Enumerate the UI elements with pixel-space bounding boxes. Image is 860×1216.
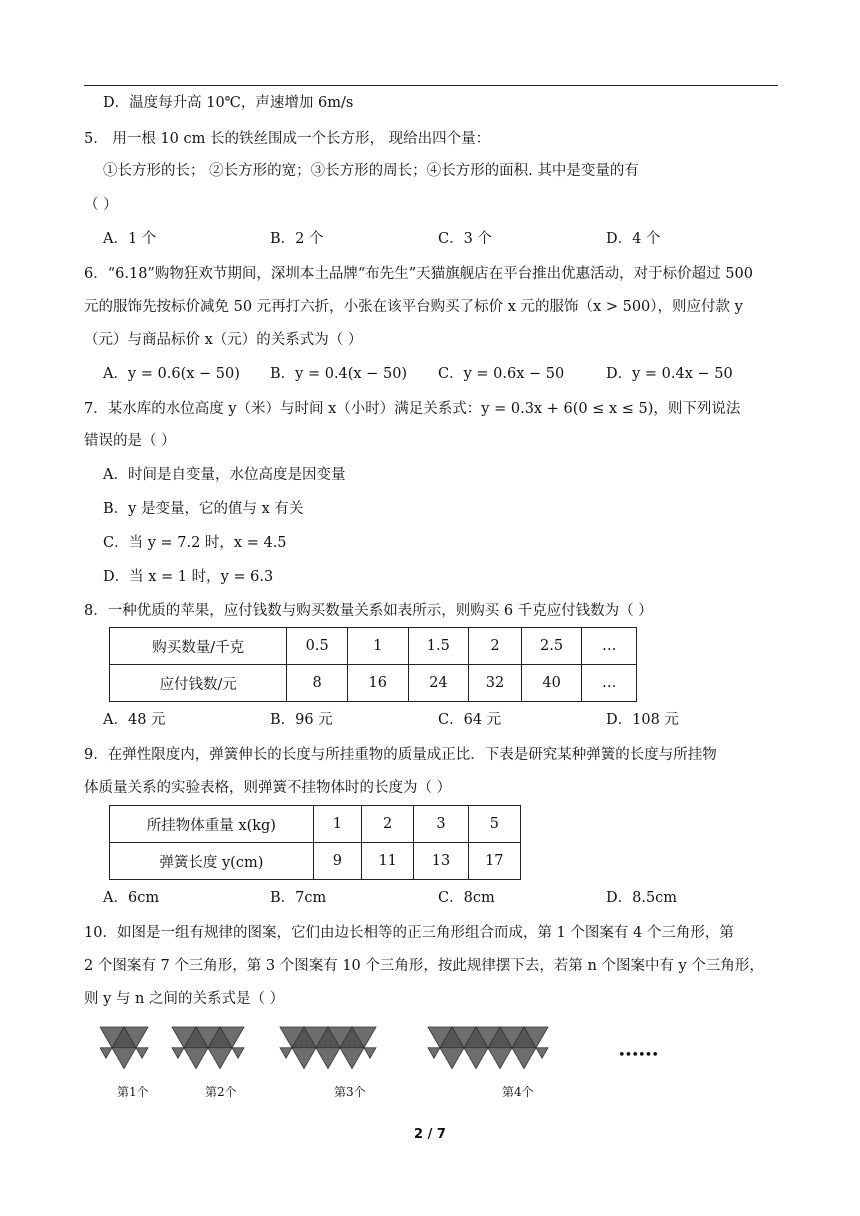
triangle-p3-bot-0: [292, 1048, 316, 1069]
table-row: [110, 665, 637, 702]
q8-option-a: A．48 元: [103, 712, 166, 728]
q7-option-b: B．y 是变量，它的值与 x 有关: [103, 501, 304, 517]
table-cell: 16: [347, 665, 408, 702]
triangle-p3-edge-l: [280, 1048, 292, 1058]
q6-option-a: A．y = 0.6(x − 50): [103, 366, 240, 382]
q10-stem-line3: 则 y 与 n 之间的关系式是（ ）: [84, 991, 285, 1007]
q6-option-b: B．y = 0.4(x − 50): [270, 366, 408, 382]
triangle-p4-bot-3: [512, 1048, 536, 1069]
q8-option-b: B．96 元: [270, 712, 333, 728]
q7-option-d: D．当 x = 1 时，y = 6.3: [103, 569, 274, 585]
pattern-caption-1: 第1个: [117, 1085, 149, 1099]
table-cell: 0.5: [287, 628, 348, 665]
q9-option-d: D．8.5cm: [606, 890, 678, 906]
table-row: [110, 843, 521, 880]
q4-option-d: D．温度每升高 10℃，声速增加 6m/s: [103, 95, 354, 111]
q6-option-c: C．y = 0.6x − 50: [438, 366, 565, 382]
pattern-caption-2: 第2个: [205, 1085, 237, 1099]
table-row: [110, 806, 521, 843]
page-number: 2 / 7: [414, 1127, 446, 1142]
q7-option-a: A．时间是自变量，水位高度是因变量: [103, 467, 346, 483]
triangle-p1-edge-l: [100, 1048, 112, 1058]
table-cell: 13: [414, 843, 468, 880]
q8-table: [109, 627, 637, 702]
table-cell: 2: [469, 628, 522, 665]
q6-option-d: D．y = 0.4x − 50: [606, 366, 733, 382]
q7-stem-line1: 7．某水库的水位高度 y（米）与时间 x（小时）满足关系式：y = 0.3x + 6(0 ≤ x ≤ 5)，则下列说法: [84, 401, 741, 417]
header-rule: [84, 85, 778, 86]
table-cell: 24: [408, 665, 469, 702]
q9-option-c: C．8cm: [438, 890, 495, 906]
q5-stem-line1: 5． 用一根 10 cm 长的铁丝围成一个长方形， 现给出四个量：: [84, 131, 491, 147]
table-cell: 8: [287, 665, 348, 702]
table-cell: …: [582, 665, 637, 702]
q5-option-a: A．1 个: [103, 231, 157, 247]
triangle-p4-bot-0: [440, 1048, 464, 1069]
table-cell: 购买数量/千克: [110, 628, 287, 665]
table-cell: 所挂物体重量 x(kg): [110, 806, 314, 843]
q5-option-d: D．4 个: [606, 231, 661, 247]
table-row: [110, 628, 637, 665]
table-cell: 1.5: [408, 628, 469, 665]
triangle-p2-bot-0: [184, 1048, 208, 1069]
q10-stem-line2: 2 个图案有 7 个三角形，第 3 个图案有 10 个三角形，按此规律摆下去，若第 n 个图案中有 y 个三角形，: [84, 958, 764, 974]
table-cell: 40: [521, 665, 582, 702]
q5-stem-line3: （ ）: [84, 197, 118, 213]
q8-option-c: C．64 元: [438, 712, 502, 728]
table-cell: 11: [362, 843, 414, 880]
table-cell: 弹簧长度 y(cm): [110, 843, 314, 880]
triangle-p4-bot-2: [488, 1048, 512, 1069]
q9-stem-line2: 体质量关系的实验表格，则弹簧不挂物体时的长度为（ ）: [84, 780, 452, 796]
triangle-p2-bot-1: [208, 1048, 232, 1069]
triangle-p4-edge-l: [428, 1048, 440, 1058]
table-cell: 5: [468, 806, 520, 843]
table-cell: 1: [347, 628, 408, 665]
q8-stem-line1: 8．一种优质的苹果，应付钱数与购买数量关系如表所示，则购买 6 千克应付钱数为（ ）: [84, 603, 653, 619]
table-cell: 32: [469, 665, 522, 702]
triangle-p3-bot-1: [316, 1048, 340, 1069]
table-cell: 3: [414, 806, 468, 843]
q8-option-d: D．108 元: [606, 712, 679, 728]
triangle-p3-bot-2: [340, 1048, 364, 1069]
pattern-ellipsis: ••••••: [618, 1048, 659, 1063]
q7-option-c: C．当 y = 7.2 时，x = 4.5: [103, 535, 287, 551]
triangle-p1-edge-r: [136, 1048, 148, 1058]
q7-stem-line2: 错误的是（ ）: [84, 433, 176, 449]
q5-stem-line2: ①长方形的长； ②长方形的宽；③长方形的周长；④长方形的面积. 其中是变量的有: [103, 163, 639, 179]
table-cell: 1: [313, 806, 361, 843]
triangle-p4-bot-1: [464, 1048, 488, 1069]
q5-option-b: B．2 个: [270, 231, 324, 247]
triangle-p2-edge-r: [232, 1048, 244, 1058]
pattern-caption-3: 第3个: [334, 1085, 366, 1099]
triangle-pattern-figure: [100, 1022, 660, 1082]
q6-stem-line3: （元）与商品标价 x（元）的关系式为（ ）: [84, 332, 363, 348]
q6-stem-line2: 元的服饰先按标价减免 50 元再打六折，小张在该平台购买了标价 x 元的服饰（x > 500），则应付款 y: [84, 299, 743, 315]
triangle-p3-edge-r: [364, 1048, 376, 1058]
q9-option-b: B．7cm: [270, 890, 327, 906]
q6-stem-line1: 6．“6.18”购物狂欢节期间，深圳本土品牌“布先生”天猫旗舰店在平台推出优惠活动，对于标价超过 500: [84, 266, 753, 282]
table-cell: 2.5: [521, 628, 582, 665]
q5-option-c: C．3 个: [438, 231, 492, 247]
q10-stem-line1: 10．如图是一组有规律的图案，它们由边长相等的正三角形组合而成，第 1 个图案有 4 个三角形，第: [84, 925, 734, 941]
table-cell: 2: [362, 806, 414, 843]
q9-table: [109, 805, 521, 880]
triangle-p2-edge-l: [172, 1048, 184, 1058]
triangle-p1-bot-0: [112, 1048, 136, 1069]
q9-option-a: A．6cm: [103, 890, 160, 906]
table-cell: …: [582, 628, 637, 665]
pattern-caption-4: 第4个: [502, 1085, 534, 1099]
table-cell: 应付钱数/元: [110, 665, 287, 702]
table-cell: 9: [313, 843, 361, 880]
q9-stem-line1: 9．在弹性限度内，弹簧伸长的长度与所挂重物的质量成正比．下表是研究某种弹簧的长度与所挂物: [84, 747, 717, 763]
table-cell: 17: [468, 843, 520, 880]
triangle-p4-edge-r: [536, 1048, 548, 1058]
